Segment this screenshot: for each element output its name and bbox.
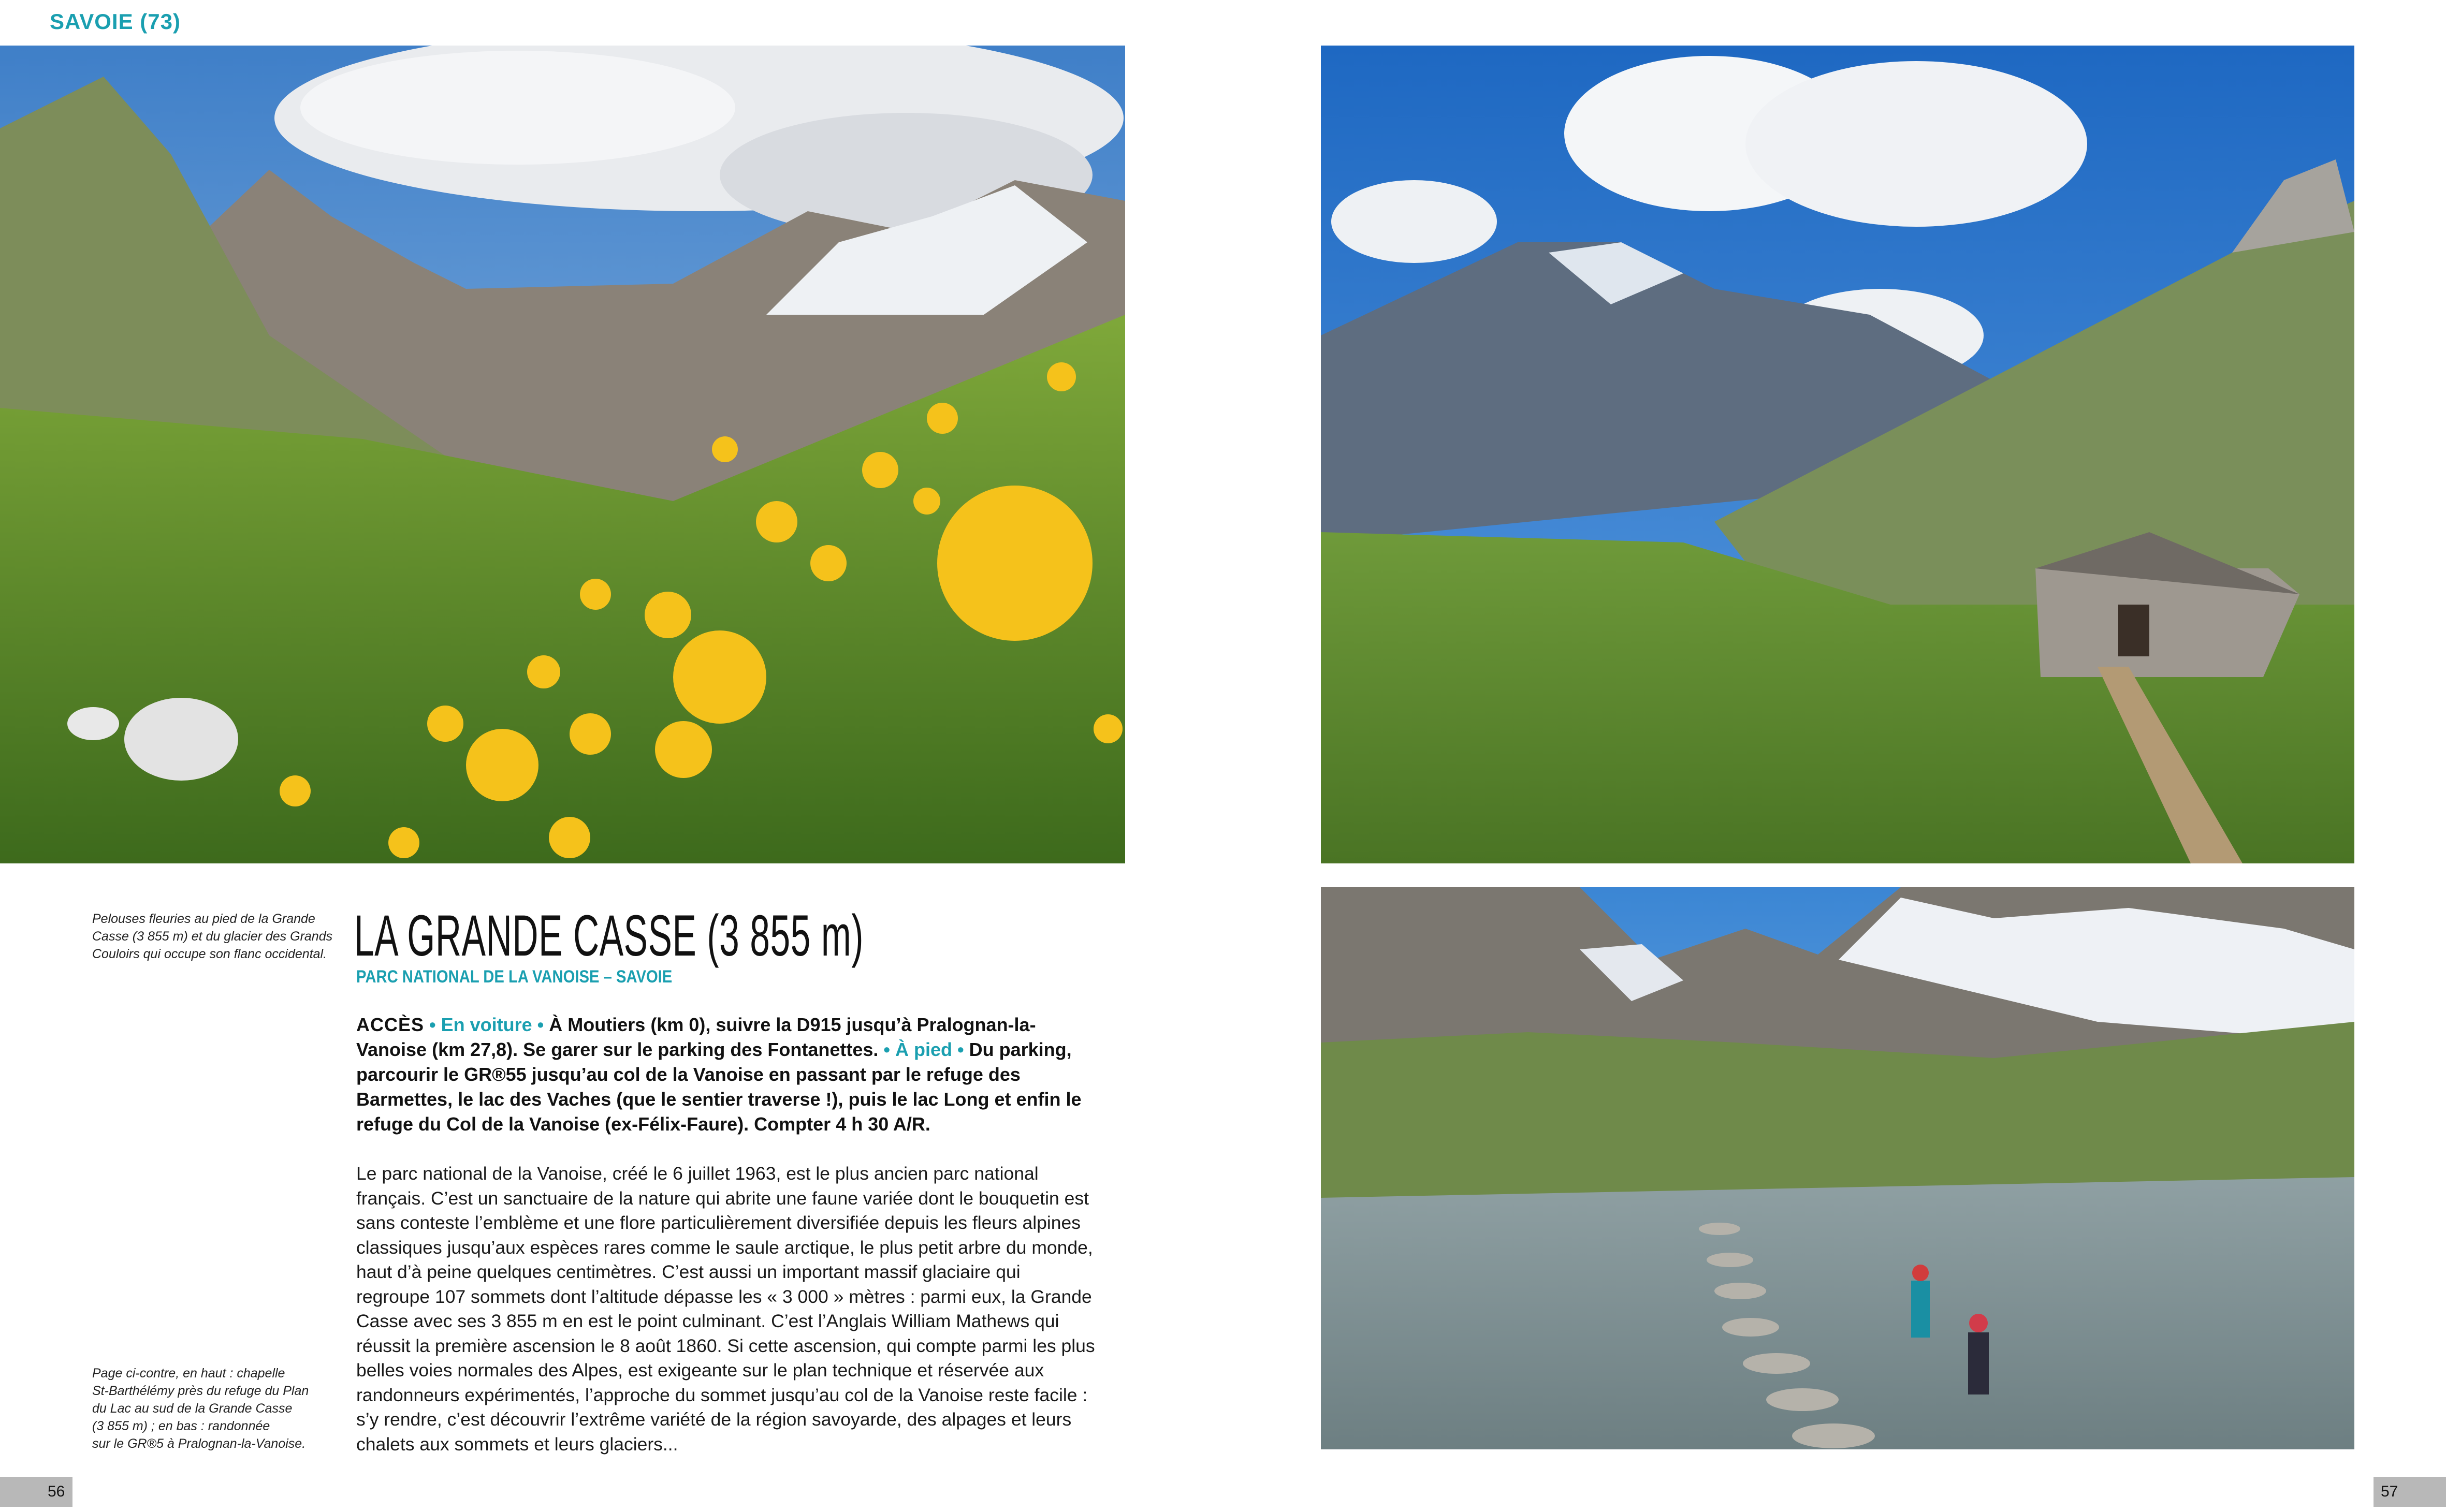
access-heading: ACCÈS (356, 1014, 425, 1035)
caption-line: Pelouses fleuries au pied de la Grande (92, 912, 315, 926)
article-title: LA GRANDE CASSE (3 855 m) (354, 903, 864, 968)
lac-des-vaches-photo (1321, 887, 2354, 1449)
access-paragraph (356, 1012, 1097, 1137)
caption-line: (3 855 m) ; en bas : randonnée (92, 1419, 270, 1433)
foot-label: • À pied • (883, 1039, 964, 1060)
caption-line: du Lac au sud de la Grande Casse (92, 1401, 293, 1416)
right-page-number: 57 (2381, 1483, 2398, 1500)
grande-casse-meadow-photo (0, 46, 1125, 863)
caption-line: Couloirs qui occupe son flanc occidental. (92, 947, 327, 961)
article-subtitle: PARC NATIONAL DE LA VANOISE – SAVOIE (356, 967, 673, 987)
opposite-page-caption (92, 1364, 336, 1452)
car-label: • En voiture • (429, 1014, 544, 1035)
top-photo-caption (92, 910, 336, 963)
left-page-number-box (0, 1477, 72, 1507)
foot-directions: Du parking, parcourir le GR®55 jusqu’au col de la Vanoise en passant par le refuge des Barmettes, le lac des Vaches (que le sentier traverse !), puis le lac Long et enfin le refuge du Col de la Vanoise (ex-Félix-Faure). Compter 4 h 30 A/R. (356, 1039, 1082, 1135)
caption-line: Casse (3 855 m) et du glacier des Grands (92, 929, 333, 944)
chapelle-photo (1321, 46, 2354, 863)
caption-line: Page ci-contre, en haut : chapelle (92, 1366, 285, 1381)
left-page-number: 56 (48, 1483, 65, 1500)
right-page-number-box (2374, 1477, 2446, 1507)
caption-line: St-Barthélémy près du refuge du Plan (92, 1384, 309, 1398)
article-body: Le parc national de la Vanoise, créé le 6 juillet 1963, est le plus ancien parc national français. C’est un sanctuaire de la nature qui abrite une faune variée dont le bouquetin est sans conteste l’emblème et une flore particulièrement diversifiée depuis les fleurs alpines classiques jusqu’aux espèces rares comme le saule arctique, le plus petit arbre du monde, haut d’à peine quelques centimètres. C’est aussi un important massif glaciaire qui regroupe 107 sommets dont l’altitude dépasse les « 3 000 » mètres : parmi eux, la Grande Casse avec ses 3 855 m en est le point culminant. C’est l’Anglais William Mathews qui réussit la première ascension le 8 août 1860. Si cette ascension, qui compte parmi les plus belles voies normales des Alpes, est exigeante sur le plan technique et réservée aux randonneurs expérimentés, l’approche du sommet jusqu’au col de la Vanoise reste facile : s’y rendre, c’est découvrir l’extrême variété de la région savoyarde, des alpages et leurs chalets aux sommets et leurs glaciers... (356, 1163, 1095, 1455)
caption-line: sur le GR®5 à Pralognan-la-Vanoise. (92, 1436, 306, 1451)
region-header: SAVOIE (73) (50, 9, 181, 34)
car-directions: À Moutiers (km 0), suivre la D915 jusqu’à Pralognan-la-Vanoise (km 27,8). Se garer sur le parking des Fontanettes. (356, 1014, 1036, 1060)
